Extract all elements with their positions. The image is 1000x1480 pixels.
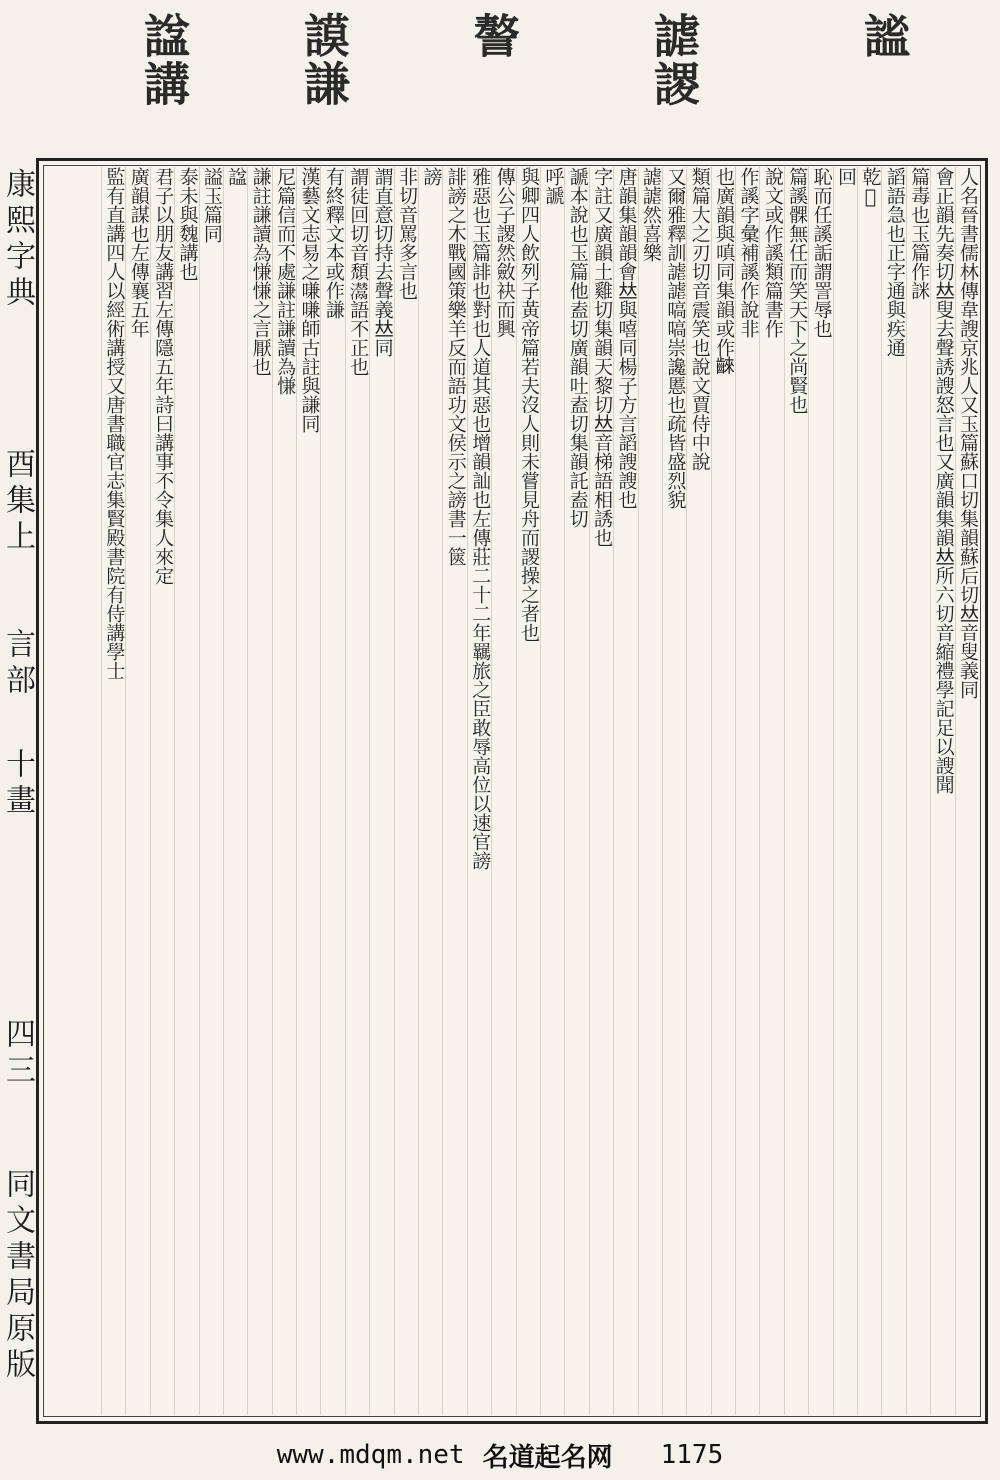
margin-strokes-text: 十畫 [0, 748, 35, 820]
margin-title: 康熙字典 [0, 168, 35, 312]
text-column: 作謑字彙補謑作說非 [735, 167, 759, 1415]
text-column: 乾𣯛 [857, 167, 881, 1415]
text-column: 也廣韻與嗔同集韻或作𪘨 [711, 167, 735, 1415]
text-column: 漢藝文志易之嗛嗛師古註與謙同 [296, 167, 320, 1415]
seal-head-2: 謨謙 [297, 12, 351, 108]
text-column: 謙註謙讀為慊慊之言厭也 [247, 167, 271, 1415]
margin-publisher-text: 同文書局原版 [0, 1168, 35, 1384]
text-column: 傳公子謖然斂袂而興 [491, 167, 515, 1415]
seal-head-3: 謷 [467, 12, 521, 60]
seal-header [0, 0, 1000, 158]
text-column: 謗 [418, 167, 442, 1415]
text-column: 君子以朋友講習左傳隱五年詩曰講事不令集人來定 [150, 167, 174, 1415]
dictionary-page-frame [36, 158, 988, 1424]
margin-radical [0, 628, 35, 700]
text-column: 呼謕 [540, 167, 564, 1415]
text-column: 又爾雅釋訓謔謔嗃嗃崇讒慝也疏皆盛烈貌 [662, 167, 686, 1415]
text-column: 類篇大之刃切音震笑也說文賈侍中說 [686, 167, 710, 1415]
text-columns [45, 167, 979, 1415]
margin-section-text: 酉集上 [0, 448, 35, 556]
text-column: 說文或作謑類篇書作 [759, 167, 783, 1415]
site-title: 名道起名网 [482, 1442, 613, 1473]
margin-strokes [0, 748, 35, 820]
text-column: 監有直講四人以經術講授又唐書職官志集賢殿書院有侍講學士 [101, 167, 125, 1415]
text-column: 有終釋文本或作謙 [320, 167, 344, 1415]
margin-radical-text: 言部 [0, 628, 35, 700]
text-column: 與卿四人飲列子黃帝篇若夫沒人則未嘗見舟而謖操之者也 [516, 167, 540, 1415]
seal-head-4: 謔謖 [647, 12, 701, 108]
text-column: 泰未與魏講也 [174, 167, 198, 1415]
text-column: 諡 [223, 167, 247, 1415]
text-column: 人名晉書儒林傳韋謏京兆人又玉篇蘇口切集韻蘇后切𠀤音叟義同 [955, 167, 979, 1415]
text-column: 謂徒回切音頹𤄵語不正也 [345, 167, 369, 1415]
text-column: 回 [833, 167, 857, 1415]
seal-head-5: 謐 [857, 12, 911, 60]
text-column: 誹謗之木戰國策樂羊反而語功文侯示之謗書一篋 [442, 167, 466, 1415]
text-column: 謂直意切持去聲義𠀤同 [369, 167, 393, 1415]
text-column: 尼篇信而不處謙註謙讀為慊 [272, 167, 296, 1415]
text-column: 唐韻集韻韻會𠀤與嘻同楊子方言謟謏謏也 [613, 167, 637, 1415]
page-number: 1175 [660, 1440, 724, 1470]
text-column: 篇毒也玉篇作詸 [906, 167, 930, 1415]
margin-publisher [0, 1168, 35, 1384]
page-footer [0, 1430, 1000, 1480]
text-column: 謟語急也正字通與疾通 [881, 167, 905, 1415]
text-column: 謚玉篇同 [199, 167, 223, 1415]
text-column: 謕本說也玉篇他盍切廣韻吐盍切集韻託盍切 [564, 167, 588, 1415]
text-column: 雅惡也玉篇誹也對也人道其惡也增韻訕也左傳莊二十二年羈旅之臣敢辱高位以速官謗 [467, 167, 491, 1415]
seal-head-1: 諡講 [137, 12, 191, 108]
margin-page-left [0, 1018, 35, 1090]
text-column: 字註又廣韻土雞切集韻天黎切𠀤音梯語相誘也 [589, 167, 613, 1415]
text-column: 非切音罵多言也 [394, 167, 418, 1415]
text-column: 廣韻謀也左傳襄五年 [125, 167, 149, 1415]
text-column: 恥而任謑詬謂詈辱也 [808, 167, 832, 1415]
margin-section [0, 448, 35, 556]
margin-page-text: 四三 [0, 1018, 35, 1090]
text-column: 謔謔然喜樂 [638, 167, 662, 1415]
text-column: 篇謑髁無任而笑天下之尚賢也 [784, 167, 808, 1415]
site-url[interactable]: www.mdqm.net [276, 1440, 465, 1470]
text-column: 會正韻先奏切𠀤叟去聲誘謏怒言也又廣韻集韻𠀤所六切音縮禮學記足以謏聞 [930, 167, 954, 1415]
margin-strip [0, 158, 35, 1428]
margin-book-title [0, 168, 35, 312]
